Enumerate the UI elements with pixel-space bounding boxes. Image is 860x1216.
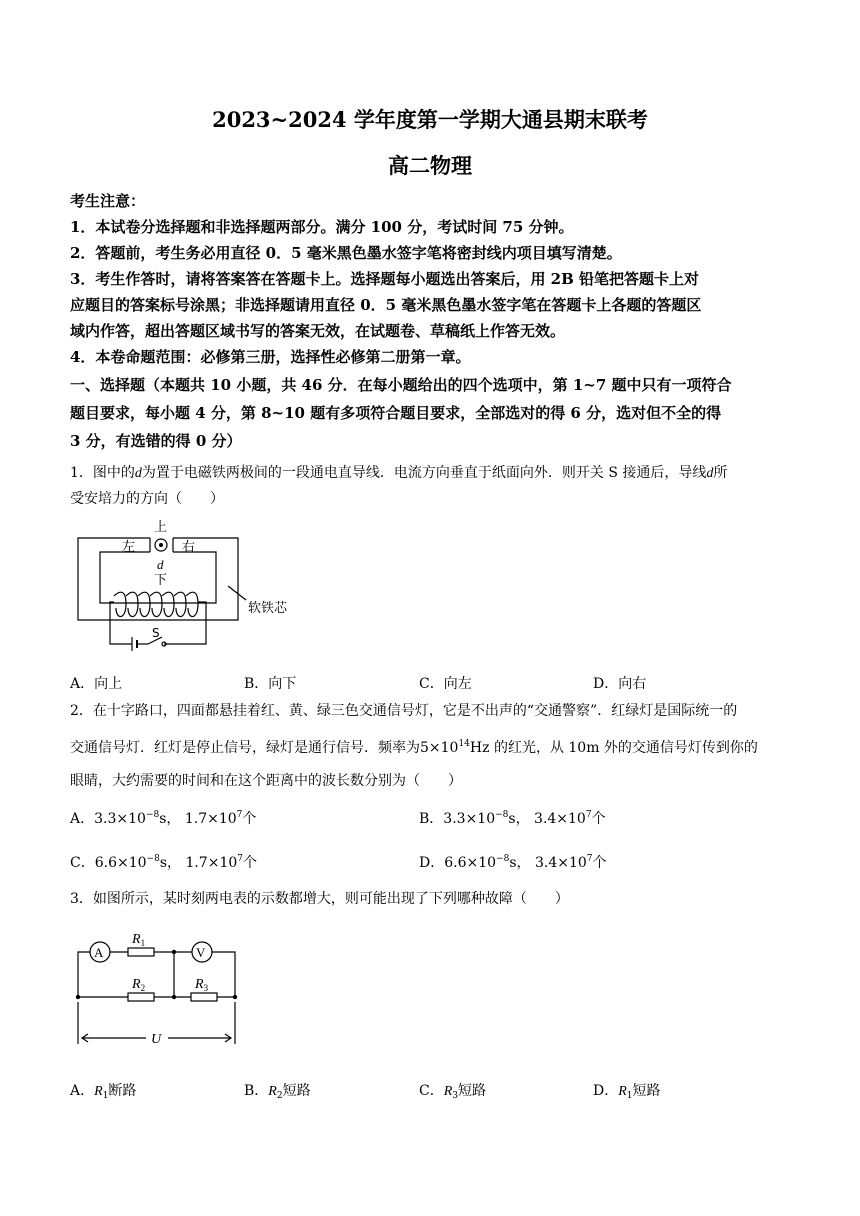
notice-item-3: 3．考生作答时，请将答案答在答题卡上。选择题每小题选出答案后，用 2B 铅笔把答题卡上对 xyxy=(70,270,700,288)
q1-option-c[interactable]: C．向左 xyxy=(419,676,472,692)
q1-label-left: 左 xyxy=(122,540,136,555)
q1-option-a[interactable]: A．向上 xyxy=(70,676,123,692)
q3-voltmeter-label: V xyxy=(196,945,206,960)
notice-item-4: 4．本卷命题范围：必修第三册，选择性必修第二册第一章。 xyxy=(70,348,471,366)
q3-option-b[interactable]: B．$R_2$短路 xyxy=(244,1083,311,1101)
notice-heading: 考生注意： xyxy=(70,192,146,210)
section-heading-1: 一、选择题（本题共 10 小题，共 46 分．在每小题给出的四个选项中，第 1~7 题中只有一项符合 xyxy=(70,376,732,394)
q3-r2-label: $R_2$ xyxy=(132,977,146,993)
q3-ammeter-label: A xyxy=(94,945,104,960)
q1-label-right: 右 xyxy=(182,540,196,555)
q3-stem-line1: 3．如图所示，某时刻两电表的示数都增大，则可能出现了下列哪种故障（ ） xyxy=(70,891,569,907)
q1-option-d[interactable]: D．向右 xyxy=(593,676,647,692)
q2-option-c[interactable]: C．$6.6\times 10^{-8}s$， $1.7\times 10^7$个 xyxy=(70,854,257,871)
q1-stem-line2: 受安培力的方向（ ） xyxy=(70,491,224,507)
q1-stem-line1: 1．图中的d为置于电磁铁两极间的一段通电直导线．电流方向垂直于纸面向外．则开关 S 接通后，导线d所 xyxy=(70,465,728,481)
q1-electromagnet-diagram xyxy=(70,516,310,656)
q3-option-d[interactable]: D．$R_1$短路 xyxy=(593,1083,661,1101)
q3-option-c[interactable]: C．$R_3$短路 xyxy=(419,1083,487,1101)
q2-stem-line2: 交通信号灯．红灯是停止信号，绿灯是通行信号．频率为$5\times 10^{14}Hz$ 的红光，从 10m 外的交通信号灯传到你的 xyxy=(70,739,758,756)
q3-circuit-diagram xyxy=(70,926,250,1056)
q1-label-d: d xyxy=(157,557,164,572)
q1-label-up: 上 xyxy=(154,520,168,535)
notice-item-2: 2．答题前，考生务必用直径 0．5 毫米黑色墨水签字笔将密封线内项目填写清楚。 xyxy=(70,244,622,262)
q2-option-a[interactable]: A．$3.3\times 10^{-8}s$， $1.7\times 10^7$个 xyxy=(70,810,257,827)
q2-stem-line1: 2．在十字路口，四面都悬挂着红、黄、绿三色交通信号灯，它是不出声的“交通警察”．红绿灯是国际统一的 xyxy=(70,703,738,719)
q1-label-switch: S xyxy=(152,626,160,640)
q2-stem-line3: 眼睛，大约需要的时间和在这个距离中的波长数分别为（ ） xyxy=(70,773,462,789)
q2-option-b[interactable]: B．$3.3\times 10^{-8}s$， $3.4\times 10^7$个 xyxy=(419,810,606,827)
exam-title: 2023~2024 学年度第一学期大通县期末联考 xyxy=(212,107,648,132)
q1-label-down: 下 xyxy=(154,573,168,588)
q3-u-label: U xyxy=(151,1032,162,1047)
q3-r1-label: $R_1$ xyxy=(132,932,146,948)
q1-label-core: 软铁芯 xyxy=(248,601,288,616)
notice-item-1: 1．本试卷分选择题和非选择题两部分。满分 100 分，考试时间 75 分钟。 xyxy=(70,218,574,236)
q3-option-a[interactable]: A．$R_1$断路 xyxy=(70,1083,137,1101)
q2-option-d[interactable]: D．$6.6\times 10^{-8}s$， $3.4\times 10^7$个 xyxy=(419,854,607,871)
notice-item-3-cont: 应题目的答案标号涂黑；非选择题请用直径 0．5 毫米黑色墨水签字笔在答题卡上各题的答题区 xyxy=(70,296,702,314)
section-heading-3: 3 分，有选错的得 0 分） xyxy=(70,432,242,450)
q1-option-b[interactable]: B．向下 xyxy=(244,676,297,692)
notice-item-3-cont2: 域内作答，超出答题区域书写的答案无效，在试题卷、草稿纸上作答无效。 xyxy=(70,322,566,340)
section-heading-2: 题目要求，每小题 4 分，第 8~10 题有多项符合题目要求，全部选对的得 6 分，选对但不全的得 xyxy=(70,404,722,422)
q3-r3-label: $R_3$ xyxy=(195,977,209,993)
exam-subtitle: 高二物理 xyxy=(388,153,472,178)
